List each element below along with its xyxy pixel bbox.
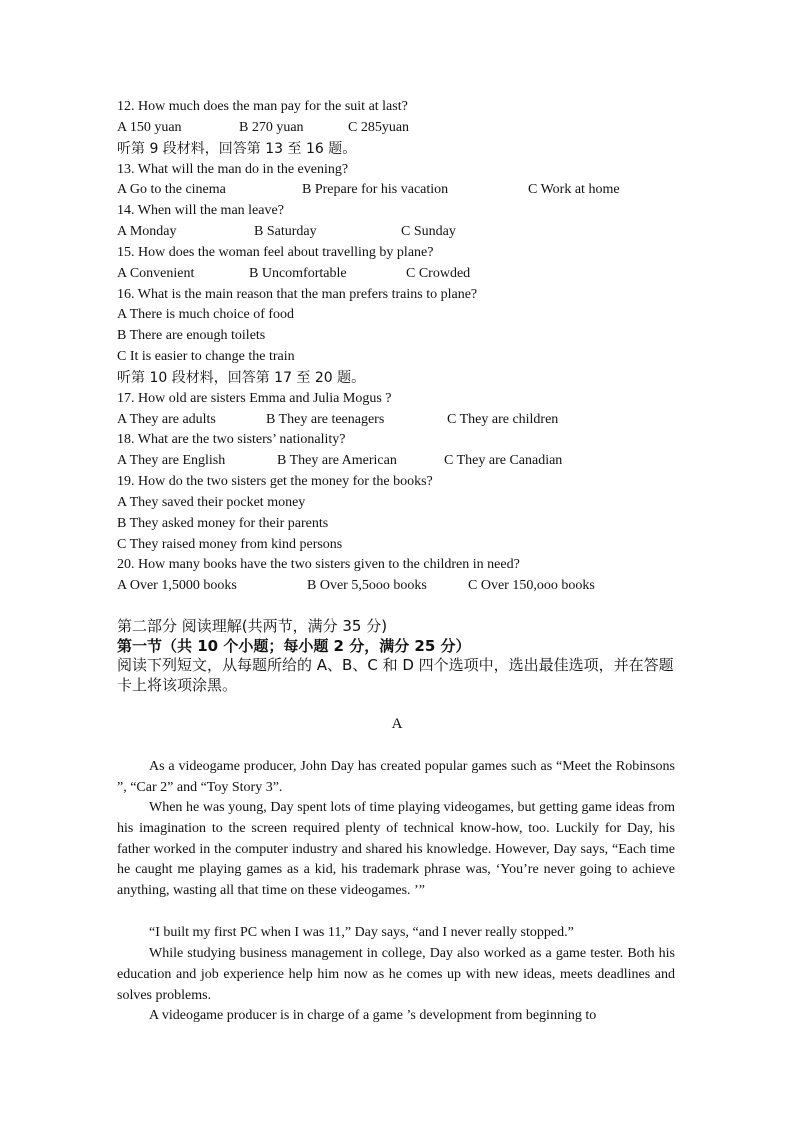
- question-19-option-a: A They saved their pocket money: [117, 495, 306, 510]
- question-16-option-a: A There is much choice of food: [117, 307, 295, 322]
- section-title: 第一节（共 10 个小题；每小题 2 分，满分 25 分）: [117, 637, 471, 655]
- question-12-option-b: B 270 yuan: [239, 120, 304, 135]
- question-17-option-c: C They are children: [447, 412, 559, 427]
- section-10-instruction: 听第 10 段材料，回答第 17 至 20 题。: [117, 370, 366, 386]
- question-19-option-b: B They asked money for their parents: [117, 516, 329, 531]
- paragraph-4-text: While studying business management in college, Day also worked as a game tester. Both his education and job experience help him now as he comes up with new ideas, meets deadlines and solves problems.: [117, 946, 675, 1003]
- question-17-option-a: A They are adults: [117, 412, 216, 427]
- question-13-stem: 13. What will the man do in the evening?: [117, 162, 349, 177]
- paragraph-5-text: A videogame producer is in charge of a game ’s development from beginning to: [149, 1008, 597, 1023]
- question-16-option-c: C It is easier to change the train: [117, 349, 295, 364]
- question-13-option-b: B Prepare for his vacation: [302, 182, 449, 197]
- question-18-option-b: B They are American: [277, 453, 397, 468]
- paragraph-3-text: “I built my first PC when I was 11,” Day says, “and I never really stopped.”: [149, 925, 574, 940]
- question-19-stem: 19. How do the two sisters get the money for the books?: [117, 474, 433, 489]
- question-13-option-c: C Work at home: [528, 182, 620, 197]
- paragraph-5: [117, 1006, 675, 1027]
- question-14-option-b: B Saturday: [254, 224, 317, 239]
- question-16-option-b: B There are enough toilets: [117, 328, 266, 343]
- question-15-option-b: B Uncomfortable: [249, 266, 347, 281]
- question-17-stem: 17. How old are sisters Emma and Julia Mogus ?: [117, 391, 392, 406]
- question-18-stem: 18. What are the two sisters’ nationality?: [117, 432, 346, 447]
- question-15-stem: 15. How does the woman feel about travelling by plane?: [117, 245, 434, 260]
- passage-label: A: [391, 716, 403, 732]
- part-title: 第二部分 阅读理解(共两节，满分 35 分): [117, 617, 388, 635]
- question-19-option-c: C They raised money from kind persons: [117, 537, 343, 552]
- question-14-option-c: C Sunday: [401, 224, 456, 239]
- question-20-option-a: A Over 1,5000 books: [117, 578, 237, 593]
- question-14-stem: 14. When will the man leave?: [117, 203, 284, 218]
- question-18-option-c: C They are Canadian: [444, 453, 563, 468]
- question-16-stem: 16. What is the main reason that the man prefers trains to plane?: [117, 287, 478, 302]
- section-9-instruction: 听第 9 段材料，回答第 13 至 16 题。: [117, 141, 357, 157]
- paragraph-2: [117, 798, 675, 902]
- question-12-option-a: A 150 yuan: [117, 120, 182, 135]
- question-15-option-a: A Convenient: [117, 266, 195, 281]
- question-15-option-c: C Crowded: [406, 266, 471, 281]
- paragraph-1-text: As a videogame producer, John Day has created popular games such as “Meet the Robinsons ”, “Car 2” and “Toy Story 3”.: [117, 759, 675, 795]
- paragraph-1: [117, 757, 675, 799]
- question-17-option-b: B They are teenagers: [266, 412, 385, 427]
- question-20-stem: 20. How many books have the two sisters given to the children in need?: [117, 557, 520, 572]
- question-13-option-a: A Go to the cinema: [117, 182, 226, 197]
- paragraph-4: [117, 944, 675, 1006]
- paragraph-2-text: When he was young, Day spent lots of time playing videogames, but getting game ideas from his imagination to the screen required plenty of technical know-how, too. Luckily for Day, his father worked in the computer industry and shared his knowledge. However, Day says, “Each time he caught me playing games as a kid, his trademark phrase was, ‘You’re never going to achieve anything, wasting all that time on these videogames. ’”: [117, 800, 675, 899]
- question-12-stem: 12. How much does the man pay for the suit at last?: [117, 99, 408, 114]
- paragraph-3: [117, 923, 675, 944]
- question-12-option-c: C 285yuan: [348, 120, 410, 135]
- reading-instructions: 阅读下列短文，从每题所给的 A、B、C 和 D 四个选项中，选出最佳选项，并在答题卡上将该项涂黑。: [117, 656, 674, 694]
- question-20-option-b: B Over 5,5ooo books: [307, 578, 427, 593]
- question-18-option-a: A They are English: [117, 453, 226, 468]
- question-14-option-a: A Monday: [117, 224, 177, 239]
- question-20-option-c: C Over 150,ooo books: [468, 578, 595, 593]
